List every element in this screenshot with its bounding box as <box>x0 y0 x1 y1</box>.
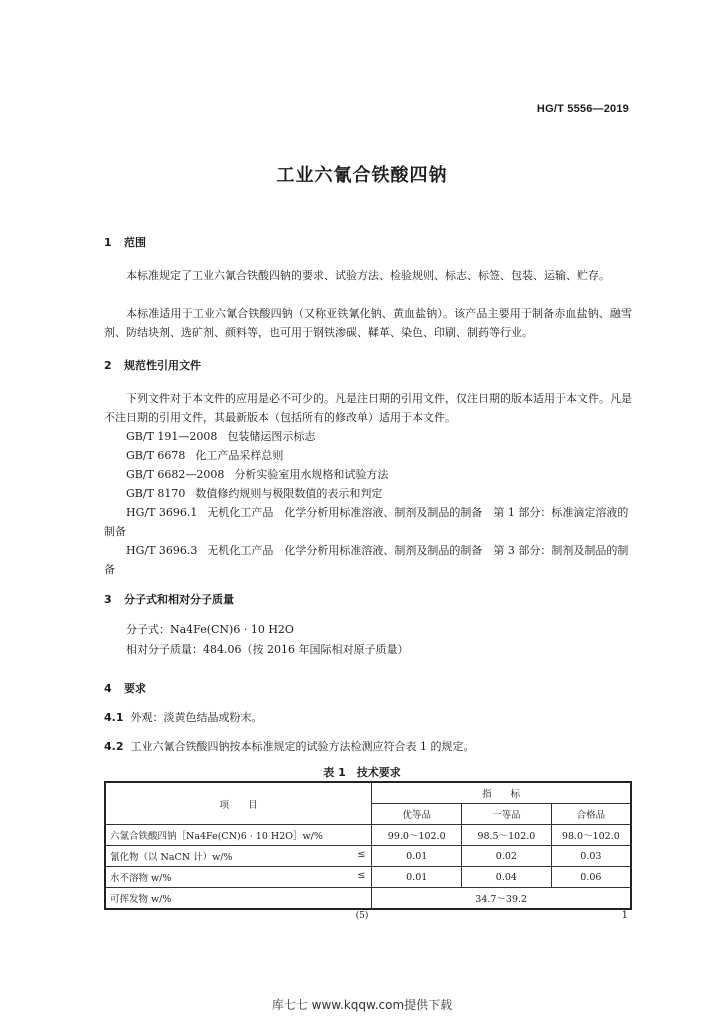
reference-item <box>104 541 632 579</box>
molecular-mass: 相对分子质量：484.06（按 2016 年国际相对原子质量） <box>126 643 409 656</box>
section-title: 要求 <box>124 682 146 695</box>
section-3-heading <box>104 591 234 607</box>
clause-text: 外观：淡黄色结晶或粉末。 <box>130 711 263 724</box>
operator: ≤ <box>357 870 366 881</box>
value-cell: 0.06 <box>551 867 631 888</box>
reference-name: 化工产品采样总则 <box>195 449 284 462</box>
page-number: 1 <box>621 910 628 921</box>
reference-code: HG/T 3696.1 <box>126 506 198 519</box>
clause-number: 4.1 <box>104 711 124 724</box>
reference-item <box>104 446 632 465</box>
index-header: 指 标 <box>372 782 631 804</box>
reference-code: GB/T 8170 <box>126 487 186 500</box>
clause-4-2 <box>104 737 632 756</box>
reference-item <box>104 484 632 503</box>
item-label: 氰化物（以 NaCN 计）w/% <box>110 852 233 863</box>
section-title: 规范性引用文件 <box>124 359 201 372</box>
item-cell <box>105 888 372 910</box>
reference-name: 分析实验室用水规格和试验方法 <box>234 468 389 481</box>
section-number: 2 <box>104 359 112 372</box>
operator: ≤ <box>357 849 366 860</box>
item-label: 可挥发物 w/% <box>110 894 172 905</box>
section-title: 范围 <box>124 236 146 249</box>
reference-item <box>104 427 632 446</box>
section-1-heading <box>104 234 146 250</box>
section-number: 1 <box>104 236 112 249</box>
section-number: 3 <box>104 593 112 606</box>
table-row <box>105 867 631 888</box>
reference-item <box>104 503 632 541</box>
item-label: 水不溶物 w/% <box>110 873 172 884</box>
scope-paragraph-1: 本标准规定了工业六氰合铁酸四钠的要求、试验方法、检验规则、标志、标签、包装、运输、贮存。 <box>126 269 610 282</box>
reference-code: GB/T 191—2008 <box>126 430 218 443</box>
molecular-formula: Na4Fe(CN)6 · 10 H2O <box>170 623 294 636</box>
references-intro: 下列文件对于本文件的应用是必不可少的。凡是注日期的引用文件，仅注日期的版本适用于本文件。凡是不注日期的引用文件，其最新版本（包括所有的修改单）适用于本文件。 <box>104 392 632 424</box>
standard-code: HG/T 5556—2019 <box>536 103 629 115</box>
item-header: 项 目 <box>105 782 372 825</box>
item-cell <box>105 825 372 846</box>
item-cell <box>105 867 372 888</box>
section-number: 4 <box>104 682 112 695</box>
value-cell: 0.03 <box>551 846 631 867</box>
table-row <box>105 825 631 846</box>
formula-line <box>104 620 632 639</box>
value-cell: 99.0～102.0 <box>372 825 462 846</box>
reference-item <box>104 465 632 484</box>
value-cell: 0.01 <box>372 846 462 867</box>
table-caption: 表 1 技术要求 <box>323 766 401 779</box>
grade-header: 一等品 <box>462 804 552 825</box>
clause-number: 4.2 <box>104 740 124 753</box>
grade-header: 优等品 <box>372 804 462 825</box>
sheet-number: (5) <box>355 911 369 921</box>
item-cell <box>105 846 372 867</box>
reference-code: HG/T 3696.3 <box>126 544 198 557</box>
reference-name: 无机化工产品 化学分析用标准溶液、制剂及制品的制备 第 3 部分：制剂及制品的制备 <box>104 544 629 576</box>
item-label: 六氰合铁酸四钠［Na4Fe(CN)6 · 10 H2O］w/% <box>110 831 323 842</box>
technical-requirements-table <box>104 781 632 910</box>
page-title: 工业六氰合铁酸四钠 <box>276 165 448 186</box>
value-cell: 0.02 <box>462 846 552 867</box>
reference-name: 数值修约规则与极限数值的表示和判定 <box>195 487 383 500</box>
reference-name: 无机化工产品 化学分析用标准溶液、制剂及制品的制备 第 1 部分：标准滴定溶液的制备 <box>104 506 629 538</box>
value-cell: 0.01 <box>372 867 462 888</box>
reference-name: 包装储运图示标志 <box>227 430 316 443</box>
scope-paragraph-2: 本标准适用于工业六氰合铁酸四钠（又称亚铁氰化钠、黄血盐钠）。该产品主要用于制备赤血盐钠、融雪剂、防结块剂、选矿剂、颜料等，也可用于钢铁渗碳、鞣革、染色、印刷、制药等行业。 <box>104 307 632 339</box>
download-watermark: 库七七 www.kqqw.com提供下载 <box>271 998 453 1012</box>
reference-code: GB/T 6678 <box>126 449 186 462</box>
section-2-heading <box>104 357 201 373</box>
table-row <box>105 846 631 867</box>
clause-text: 工业六氰合铁酸四钠按本标准规定的试验方法检测应符合表 1 的规定。 <box>130 740 475 753</box>
value-cell: 0.04 <box>462 867 552 888</box>
grade-header: 合格品 <box>551 804 631 825</box>
reference-code: GB/T 6682—2008 <box>126 468 225 481</box>
value-cell: 98.0～102.0 <box>551 825 631 846</box>
value-cell: 98.5～102.0 <box>462 825 552 846</box>
table-row <box>105 888 631 910</box>
section-title: 分子式和相对分子质量 <box>124 593 234 606</box>
merged-value-cell: 34.7～39.2 <box>372 888 631 910</box>
section-4-heading <box>104 680 146 696</box>
clause-4-1 <box>104 708 632 727</box>
formula-label: 分子式： <box>126 623 170 636</box>
